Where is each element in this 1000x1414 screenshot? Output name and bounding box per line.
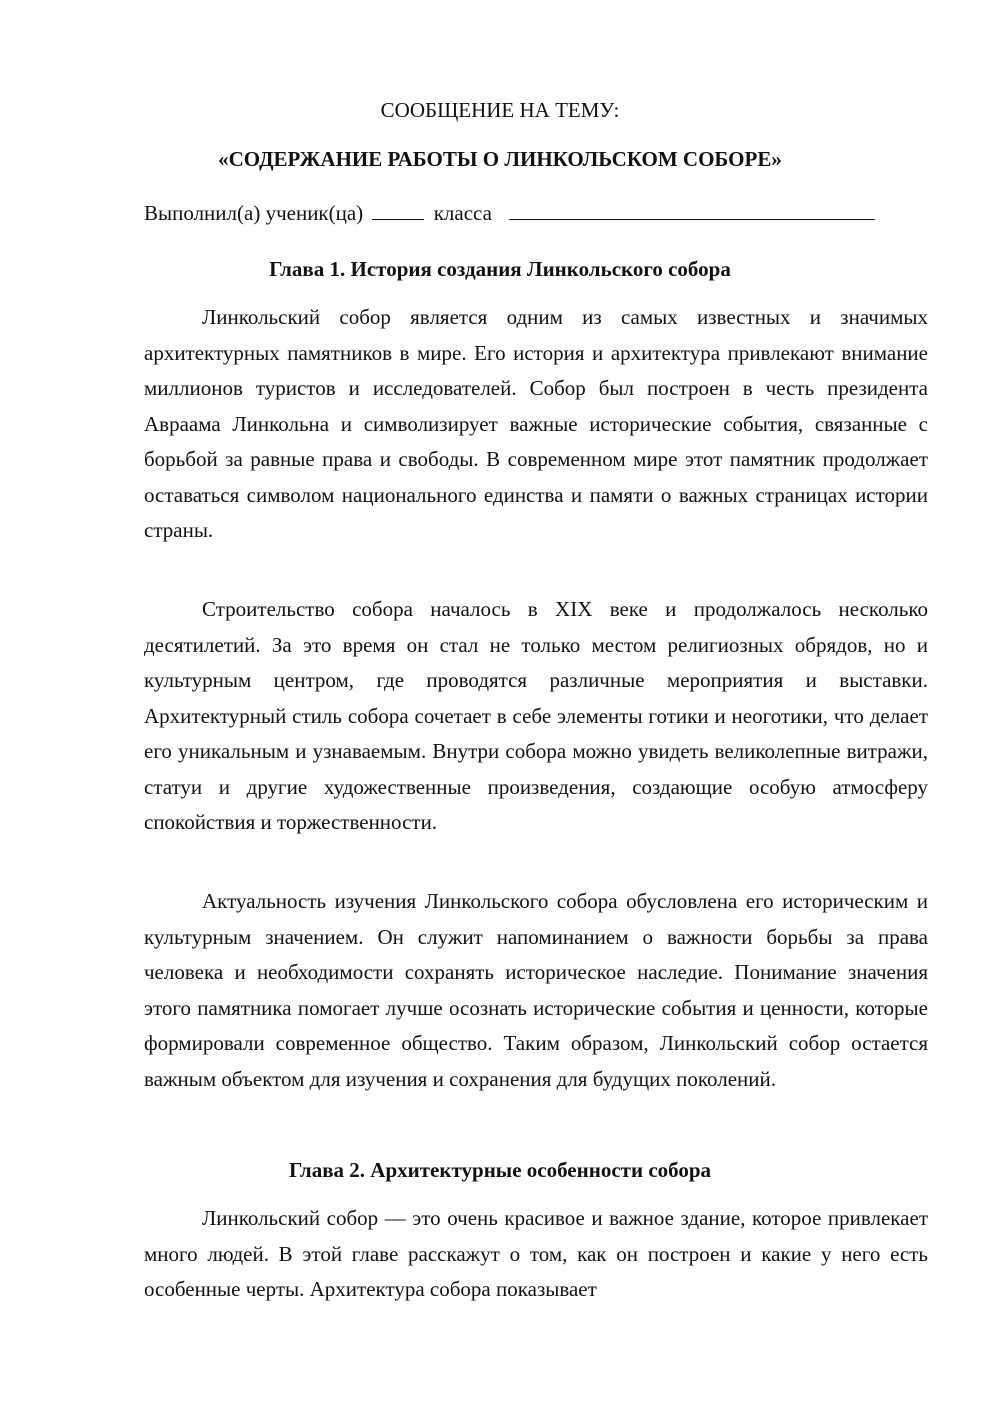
class-label: класса <box>433 201 492 225</box>
chapter-2-heading: Глава 2. Архитектурные особенности собора <box>288 1158 712 1182</box>
grade-blank-field <box>372 198 424 220</box>
document-title-line-1: СООБЩЕНИЕ НА ТЕМУ: <box>380 98 620 122</box>
document-title-line-2: «СОДЕРЖАНИЕ РАБОТЫ О ЛИНКОЛЬСКОМ СОБОРЕ» <box>218 147 782 171</box>
student-info-line <box>144 198 934 227</box>
chapter-1-paragraph: Строительство собора началось в XIX веке и продолжалось несколько десятилетий. За это время он стал не только местом религиозных обрядов, но и культурным центром, где проводятся различные мероприятия и выставки. Архитектурный стиль собора сочетает в себе элементы готики и неоготики, что делает его уникальным и узнаваемым. Внутри собора можно увидеть великолепные витражи, статуи и другие художественные произведения, создающие особую атмосферу спокойствия и торжественности. <box>144 597 928 834</box>
chapter-1-paragraph: Актуальность изучения Линкольского собора обусловлена его историческим и культурным значением. Он служит напоминанием о важности борьбы за права человека и необходимости сохранять историческое наследие. Понимание значения этого памятника помогает лучше осознать исторические события и ценности, которые формировали современное общество. Таким образом, Линкольский собор остается важным объектом для изучения и сохранения для будущих поколений. <box>144 889 928 1091</box>
chapter-1-heading: Глава 1. История создания Линкольского собора <box>269 257 731 281</box>
student-prefix-label: Выполнил(а) ученик(ца) <box>144 201 364 225</box>
name-blank-field <box>509 198 875 220</box>
chapter-2-paragraph: Линкольский собор — это очень красивое и важное здание, которое привлекает много людей. В этой главе расскажут о том, как он построен и какие у него есть особенные черты. Архитектура собора показывает <box>144 1206 928 1301</box>
chapter-1-paragraph: Линкольский собор является одним из самых известных и значимых архитектурных памятников в мире. Его история и архитектура привлекают внимание миллионов туристов и исследователей. Собор был построен в честь президента Авраама Линкольна и символизирует важные исторические события, связанные с борьбой за равные права и свободы. В современном мире этот памятник продолжает оставаться символом национального единства и памяти о важных страницах истории страны. <box>144 305 928 542</box>
